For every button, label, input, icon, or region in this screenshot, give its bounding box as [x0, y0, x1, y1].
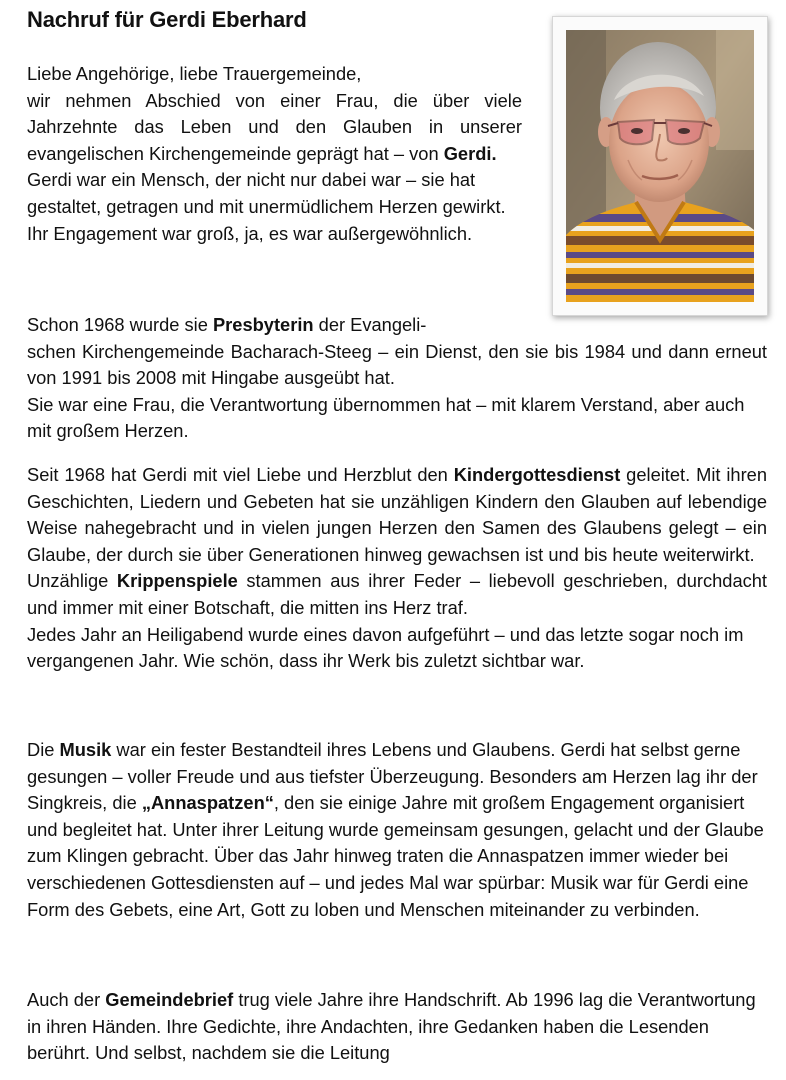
- intro-text: wir nehmen Abschied von einer Frau, die über viele Jahrzehnte das Leben und den Glauben in unserer evangelischen Kirchengemeinde geprägt hat – von Gerdi.: [27, 89, 522, 164]
- intro-text-2: Gerdi war ein Mensch, der nicht nur dabei war – sie hat gestaltet, getragen und mit unermüdlichem Herzen gewirkt. Ihr Engagement war groß, ja, es war außergewöhnlich.: [27, 169, 506, 244]
- kindergottesdienst-text: Seit 1968 hat Gerdi mit viel Liebe und Herzblut den Kindergottesdienst geleitet. Mit ihren Geschichten, Liedern und Gebeten hat sie unzähligen Kindern den Glauben auf lebendige Weise nahegebracht und in vielen jungen Herzen den Samen des Glaubens gelegt – ein Glaube, der durch sie über Generationen hinweg gewachsen ist und bis heute weiterwirkt.: [27, 464, 767, 565]
- paragraph-greeting: [27, 61, 522, 247]
- presbyterin-text-2: Sie war eine Frau, die Verantwortung übernommen hat – mit klarem Verstand, aber auch mit großem Herzen.: [27, 393, 745, 442]
- presbyterin-first-line: Schon 1968 wurde sie Presbyterin der Evangeli-: [27, 314, 427, 335]
- paragraph-gemeindebrief: [27, 987, 767, 1067]
- musik-text: Die Musik war ein fester Bestandteil ihres Lebens und Glaubens. Gerdi hat selbst gerne gesungen – voller Freude und aus tiefster Überzeugung. Besonders am Herzen lag ihr der Singkreis, die „Annaspatzen“, den sie einige Jahre mit großem Engagement organisiert und begleitet hat. Unter ihrer Leitung wurde gemeinsam gesungen, gelacht und der Glaube zum Klingen gebracht. Über das Jahr hinweg traten die Annaspatzen immer wieder bei verschiedenen Gottesdiensten auf – und jedes Mal war spürbar: Musik war für Gerdi eine Form des Gebets, eine Art, Gott zu loben und Menschen miteinander zu verbinden.: [27, 739, 764, 920]
- musik-highlight: Musik: [59, 739, 112, 760]
- gemeindebrief-highlight: Gemeindebrief: [105, 989, 234, 1010]
- portrait-photo: [566, 30, 754, 302]
- krippenspiele-text: Unzählige Krippenspiele stammen aus ihrer Feder – liebevoll geschrieben, durchdacht und immer mit einer Botschaft, die mitten ins Herz traf.: [27, 570, 768, 618]
- presbyterin-text: schen Kirchengemeinde Bacharach-Steeg – ein Dienst, den sie bis 1984 und dann erneut von 1991 bis 2008 mit Hingabe ausgeübt hat.: [27, 340, 767, 389]
- heiligabend-text: Jedes Jahr an Heiligabend wurde eines davon aufgeführt – und das letzte sogar noch im vergangenen Jahr. Wie schön, dass ihr Werk bis zuletzt sichtbar war.: [27, 623, 744, 672]
- paragraph-musik: [27, 737, 767, 923]
- page-title: Nachruf für Gerdi Eberhard: [27, 7, 307, 32]
- kindergottesdienst-highlight: Kindergottesdienst: [453, 464, 621, 485]
- krippenspiele-highlight: Krippenspiele: [116, 570, 238, 592]
- annaspatzen-highlight: „Annaspatzen“: [141, 792, 274, 814]
- presbyterin-highlight: Presbyterin: [212, 314, 314, 335]
- gemeindebrief-text: Auch der Gemeindebrief trug viele Jahre ihre Handschrift. Ab 1996 lag die Verantwortung in ihren Händen. Ihre Gedichte, ihre Andachten, ihre Gedanken haben die Lesenden berührt. Und selbst, nachdem sie die Leitung: [27, 989, 756, 1064]
- portrait-photo-frame: [552, 16, 768, 316]
- paragraph-kindergottesdienst: [27, 462, 767, 675]
- greeting-line: Liebe Angehörige, liebe Trauergemeinde,: [27, 63, 362, 84]
- name-highlight: Gerdi.: [443, 142, 497, 164]
- paragraph-presbyterin: [27, 312, 767, 445]
